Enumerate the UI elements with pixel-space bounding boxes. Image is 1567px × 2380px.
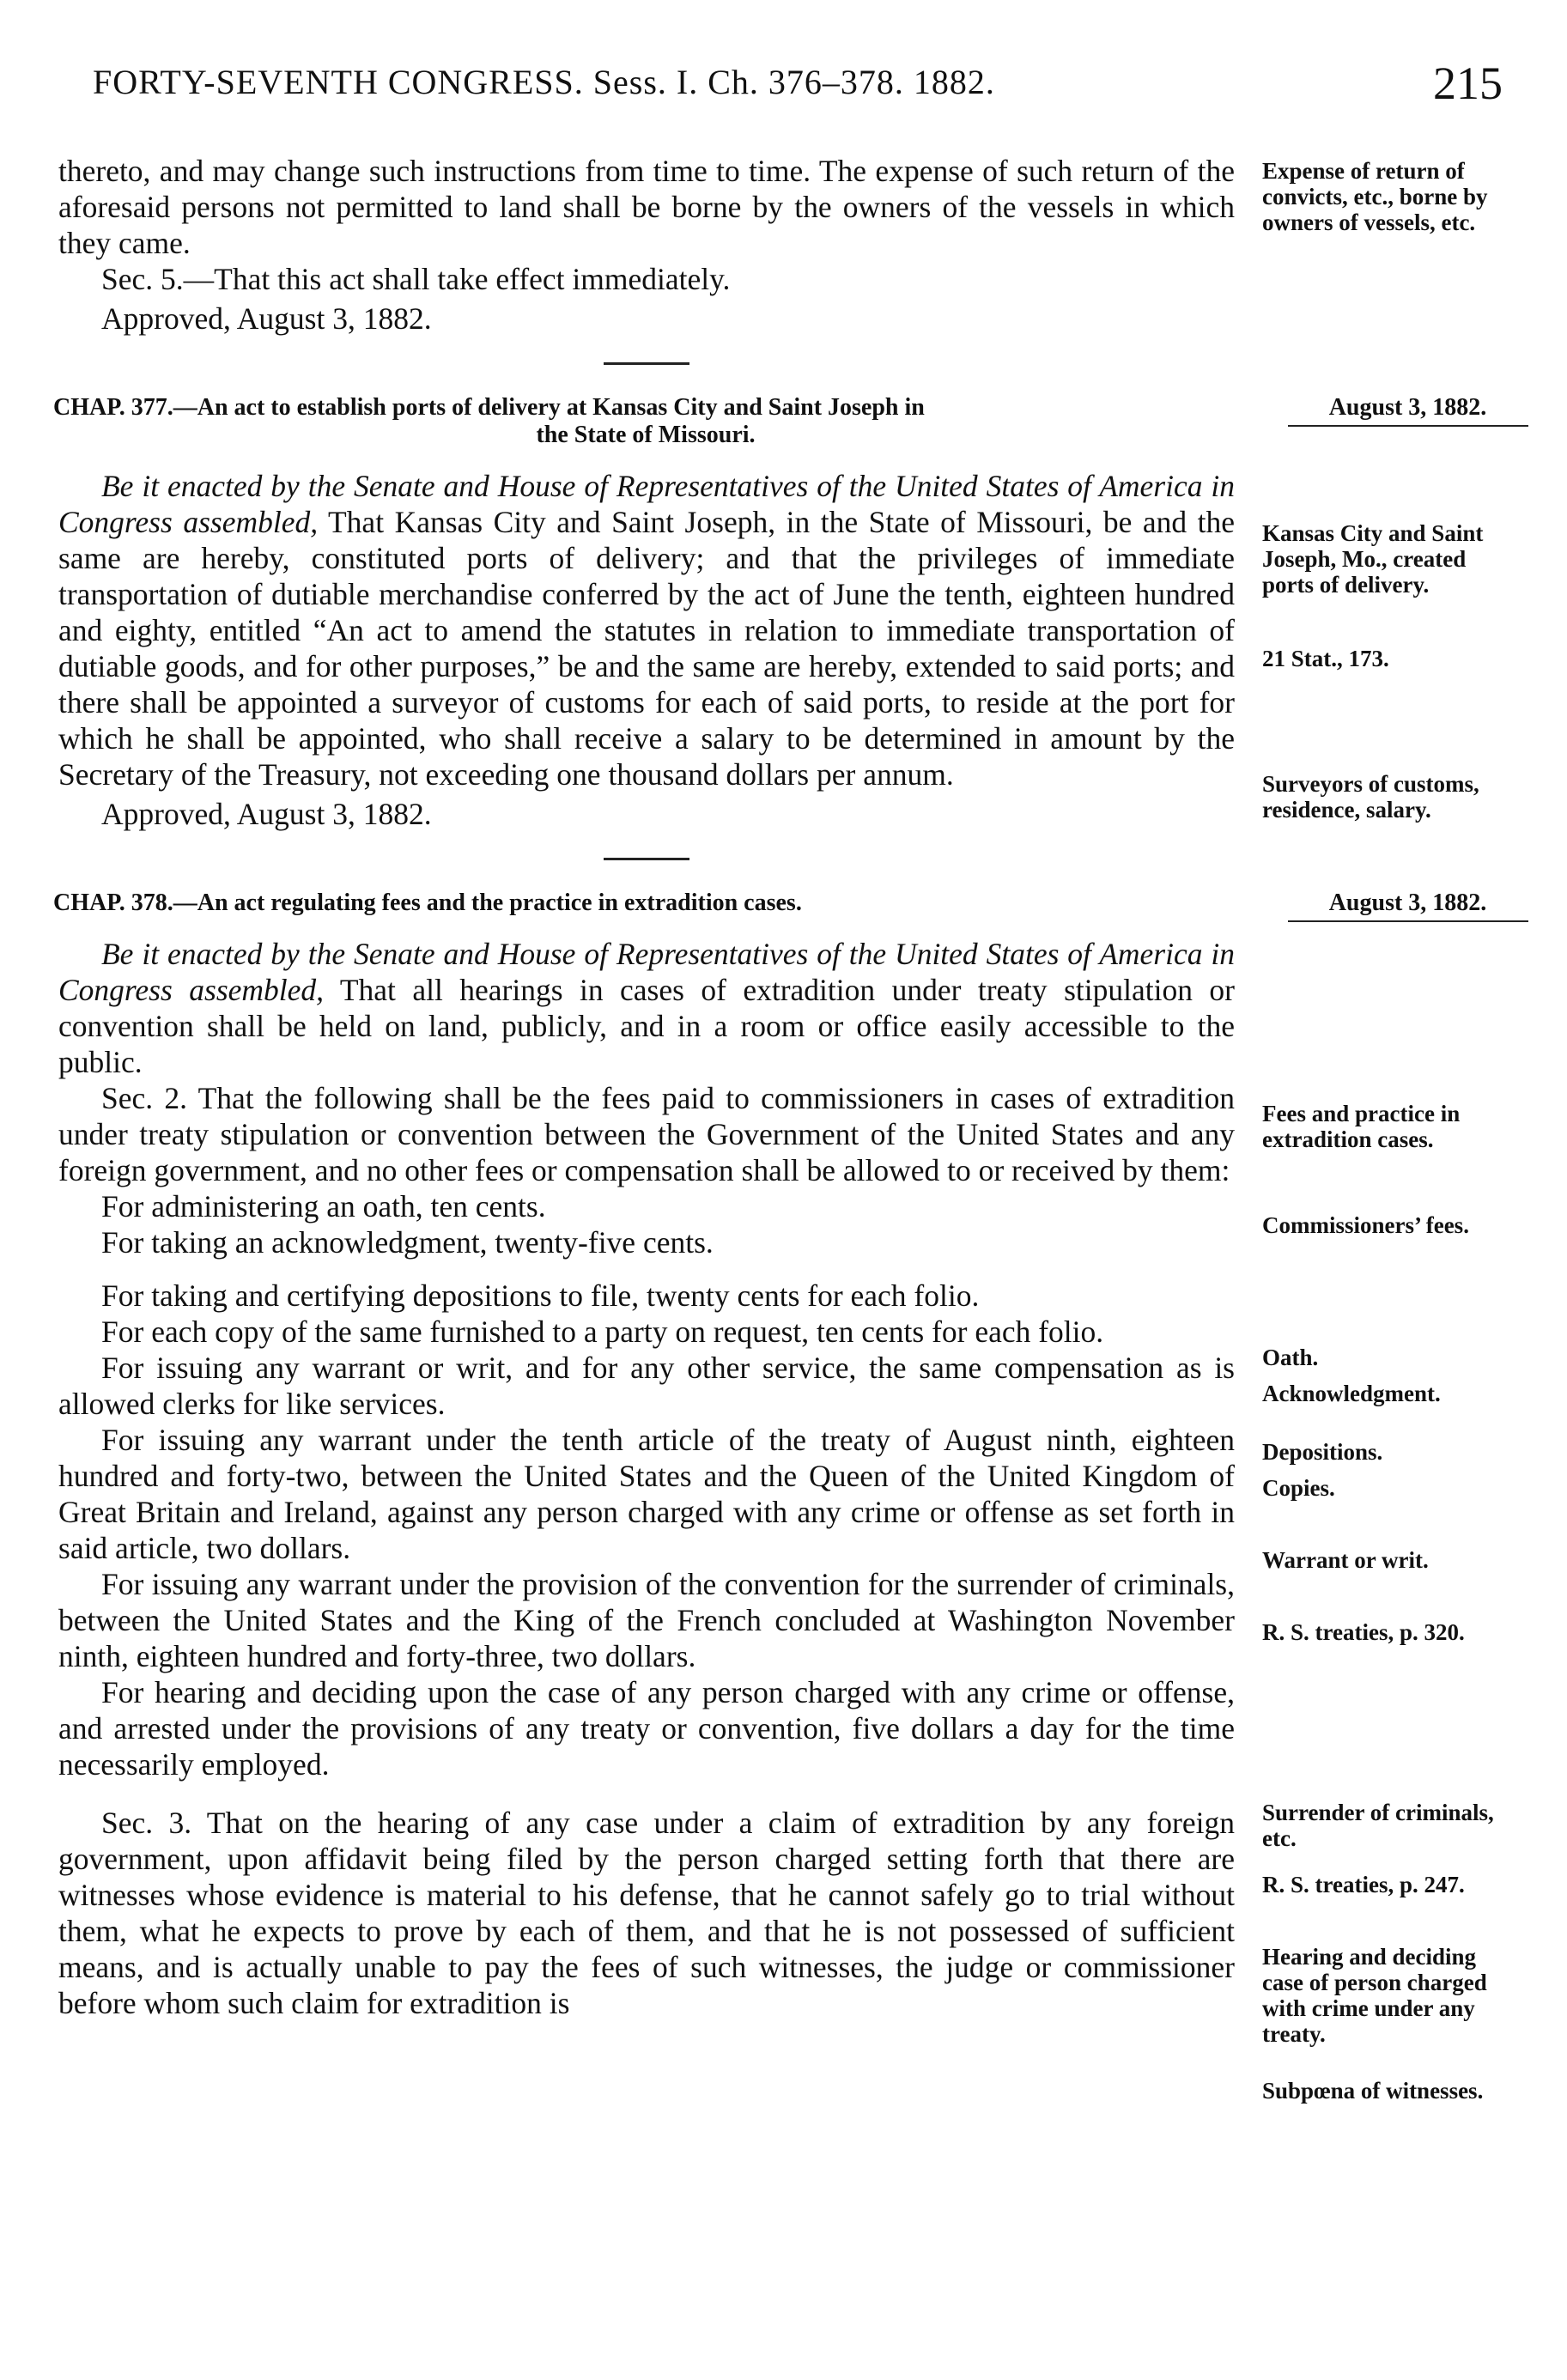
fee-hearing: For hearing and deciding upon the case of any person charged with any crime or offense, and arrested under the provisions of any treaty or convention, five dollars a day for the time necessarily employed. bbox=[58, 1675, 1235, 1782]
running-title: FORTY-SEVENTH CONGRESS. Sess. I. Ch. 376–378. 1882. bbox=[93, 63, 995, 101]
margin-note-fees-practice: Fees and practice in extradition cases. bbox=[1262, 1101, 1461, 1152]
chap377-date-text: August 3, 1882. bbox=[1328, 394, 1487, 421]
margin-note-rs-320: R. S. treaties, p. 320. bbox=[1262, 1619, 1465, 1645]
chap377-title-line2: the State of Missouri. bbox=[536, 422, 756, 448]
chap378-date bbox=[1260, 889, 1556, 922]
section-divider bbox=[604, 858, 689, 860]
margin-note-depositions: Depositions. bbox=[1262, 1439, 1383, 1465]
margin-note-oath: Oath. bbox=[1262, 1345, 1319, 1370]
fee-copies: For each copy of the same furnished to a party on request, ten cents for each folio. bbox=[101, 1314, 1104, 1349]
margin-note-surrender: Surrender of criminals, etc. bbox=[1262, 1800, 1494, 1851]
fee-treaty-1842: For issuing any warrant under the tenth article of the treaty of August ninth, eighteen hundred and forty-two, between the United States and the Queen of the United Kingdom of Great Britain and Ireland, against any person charged with any crime or offense as set forth in said article, two dollars. bbox=[58, 1423, 1235, 1565]
chap377-body: That Kansas City and Saint Joseph, in the State of Missouri, be and the same are hereby, constituted ports of delivery; and that the privileges of immediate transportation of dutiable merchandise conferred by the act of June the tenth, eighteen hundred and eighty, entitled “An act to amend the statutes in relation to immediate transportation of dutiable goods, and for other purposes,” be and the same are hereby, extended to said ports; and there shall be appointed a surveyor of customs for each of said ports, to reside at the port for which he shall be appointed, who shall receive a salary to be determined in amount by the Secretary of the Treasury, not exceeding one thousand dollars per annum. bbox=[58, 505, 1236, 792]
fee-depositions: For taking and certifying depositions to file, twenty cents for each folio. bbox=[101, 1278, 980, 1313]
fee-acknowledgment: For taking an acknowledgment, twenty-five cents. bbox=[101, 1225, 714, 1260]
margin-note-hearing: Hearing and deciding case of person charged with crime under any treaty. bbox=[1262, 1944, 1487, 2047]
margin-note-21-stat: 21 Stat., 173. bbox=[1262, 646, 1389, 671]
margin-note-subpoena: Subpœna of witnesses. bbox=[1262, 2078, 1484, 2104]
margin-note-commissioners-fees: Commissioners’ fees. bbox=[1262, 1212, 1469, 1238]
chap377-date bbox=[1260, 394, 1556, 427]
chap378-section1 bbox=[58, 936, 1235, 1080]
margin-note-ports: Kansas City and Saint Joseph, Mo., created ports of delivery. bbox=[1262, 520, 1484, 598]
fee-warrant: For issuing any warrant or writ, and for any other service, the same compensation as is allowed clerks for like services. bbox=[58, 1351, 1235, 1421]
chap376-continuation: thereto, and may change such instructions from time to time. The expense of such return of the aforesaid persons not permitted to land shall be borne by the owners of the vessels in which they came. bbox=[58, 154, 1235, 260]
page-number: 215 bbox=[1433, 58, 1503, 109]
margin-note-copies: Copies. bbox=[1262, 1475, 1335, 1501]
fee-oath: For administering an oath, ten cents. bbox=[101, 1189, 546, 1223]
chap378-date-text: August 3, 1882. bbox=[1328, 889, 1487, 916]
chap378-sec2: Sec. 2. That the following shall be the fees paid to commissioners in cases of extradition under treaty stipulation or convention between the Government of the United States and any foreign government, and no other fees or compensation shall be allowed to or received by them: bbox=[58, 1081, 1235, 1187]
chap377-heading bbox=[53, 394, 1487, 449]
chap377-approved: Approved, August 3, 1882. bbox=[101, 797, 432, 831]
page-header bbox=[93, 58, 1503, 122]
chap378-title: CHAP. 378.—An act regulating fees and the practice in extradition cases. bbox=[53, 889, 802, 916]
chap377-title-line1: CHAP. 377.—An act to establish ports of delivery at Kansas City and Saint Joseph in bbox=[53, 394, 925, 421]
section-divider bbox=[604, 362, 689, 365]
chap378-heading bbox=[53, 889, 1487, 917]
margin-note-expense: Expense of return of convicts, etc., borne by owners of vessels, etc. bbox=[1262, 158, 1488, 235]
margin-note-rs-247: R. S. treaties, p. 247. bbox=[1262, 1872, 1465, 1897]
chap378-sec3: Sec. 3. That on the hearing of any case under a claim of extradition by any foreign government, upon affidavit being filed by the person charged setting forth that there are witnesses whose evidence is material to his defense, that he cannot safely go to trial without them, what he expects to prove by each of them, and that he is not possessed of sufficient means, and is actually unable to pay the fees of such witnesses, the judge or commissioner before whom such claim for extradition is bbox=[58, 1806, 1235, 2020]
chap377-section1 bbox=[58, 468, 1235, 792]
chap376-approved: Approved, August 3, 1882. bbox=[101, 301, 432, 336]
fee-convention-1843: For issuing any warrant under the provision of the convention for the surrender of criminals, between the United States and the King of the French concluded at Washington November ninth, eighteen hundred and forty-three, two dollars. bbox=[58, 1567, 1235, 1673]
chap376-sec5: Sec. 5.—That this act shall take effect immediately. bbox=[101, 262, 731, 296]
margin-note-surveyors: Surveyors of customs, residence, salary. bbox=[1262, 771, 1479, 823]
chap378-sec1-body: That all hearings in cases of extradition under treaty stipulation or convention shall be held on land, publicly, and in a room or office easily accessible to the public. bbox=[58, 973, 1236, 1079]
margin-note-acknowledgment: Acknowledgment. bbox=[1262, 1381, 1441, 1406]
chap378-enacting-clause: Be it enacted by the Senate and House of Representatives of the United States of America in Congress assembled, bbox=[58, 937, 1235, 1007]
chap377-enacting-clause: Be it enacted by the Senate and House of Representatives of the United States of America in Congress assembled, bbox=[58, 469, 1235, 539]
margin-note-warrant: Warrant or writ. bbox=[1262, 1547, 1429, 1573]
